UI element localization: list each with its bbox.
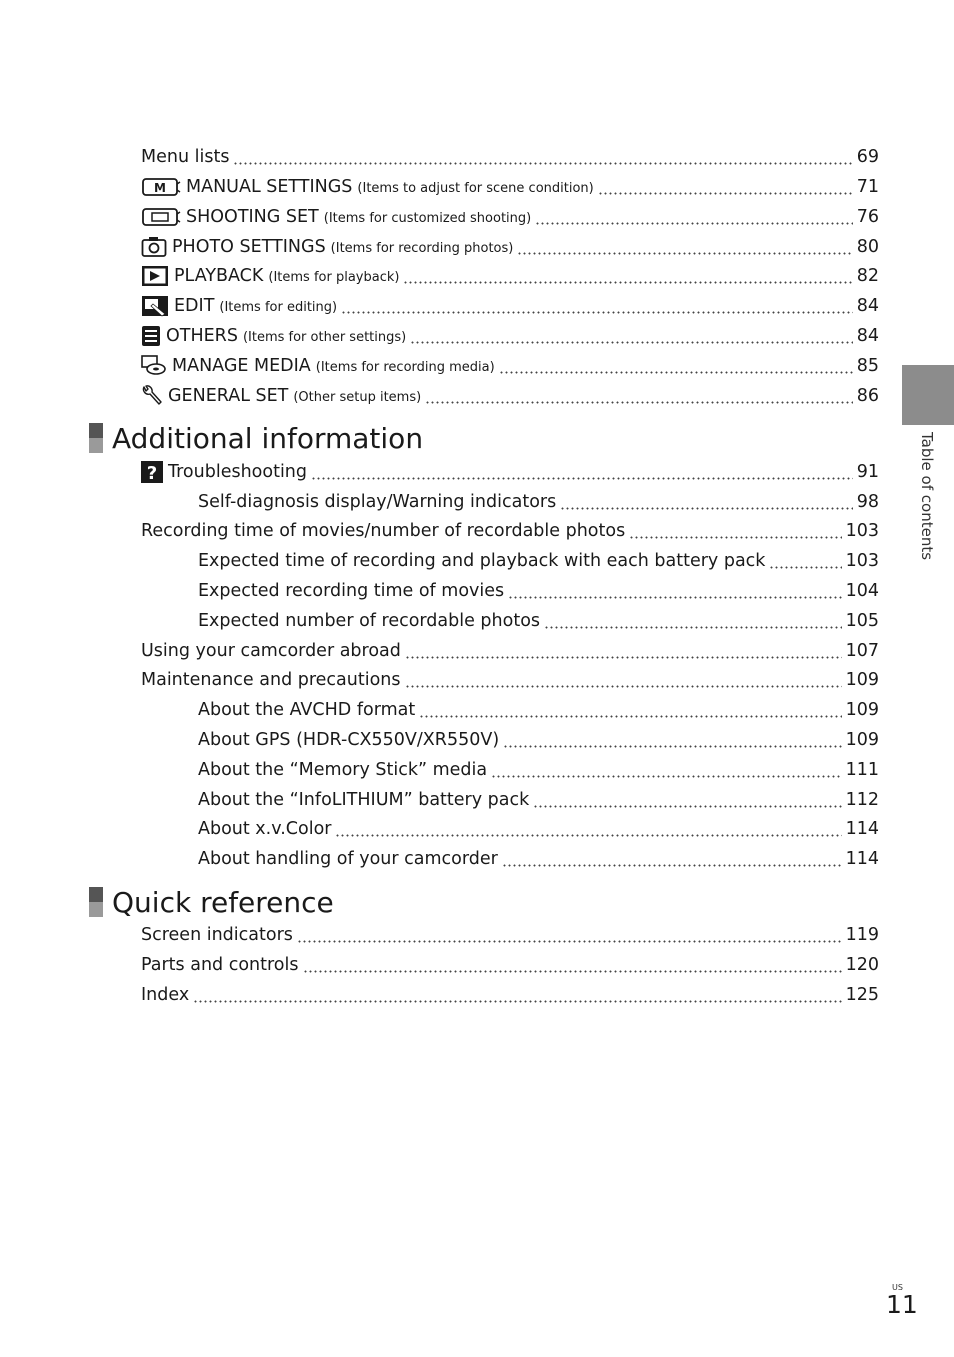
manage-media-icon	[141, 355, 167, 377]
toc-entry-shooting-set[interactable]	[141, 203, 879, 231]
toc-entry-battery-pack-time[interactable]	[198, 547, 879, 575]
toc-entry-note: (Items for recording photos)	[330, 241, 514, 256]
section-marker	[89, 423, 103, 453]
toc-entry-troubleshooting[interactable]	[141, 458, 879, 486]
toc-entry-note: (Items for editing)	[219, 300, 338, 315]
dot-leader	[410, 326, 853, 346]
toc-entry-label: Expected recording time of movies	[198, 581, 505, 601]
toc-entry-abroad[interactable]	[141, 637, 879, 665]
dot-leader	[560, 492, 853, 512]
toc-entry-label: Self-diagnosis display/Warning indicators	[198, 492, 557, 512]
dot-leader	[419, 700, 841, 720]
section-heading-additional-information	[89, 420, 423, 456]
dot-leader	[533, 790, 841, 810]
toc-entry-infolithium[interactable]	[198, 786, 879, 814]
dot-leader	[535, 207, 853, 227]
toc-entry-movie-time[interactable]	[198, 577, 879, 605]
dot-leader	[769, 551, 841, 571]
toc-entry-index[interactable]	[141, 981, 879, 1009]
toc-entry-label: About the “Memory Stick” media	[198, 760, 488, 780]
toc-entry-handling[interactable]	[198, 845, 879, 873]
toc-entry-general-set[interactable]	[141, 382, 879, 410]
toc-page-number: 125	[845, 985, 879, 1005]
toc-entry-label: Expected time of recording and playback with each battery pack	[198, 551, 766, 571]
dot-leader	[335, 819, 841, 839]
toc-entry-edit[interactable]	[141, 292, 879, 320]
dot-leader	[193, 985, 841, 1005]
shooting-set-icon	[141, 206, 181, 228]
toc-page-number: 109	[845, 730, 879, 750]
toc-entry-note: (Items for customized shooting)	[323, 211, 532, 226]
toc-page-number: 98	[856, 492, 879, 512]
dot-leader	[303, 955, 842, 975]
dot-leader	[403, 266, 852, 286]
toc-entry-label: Recording time of movies/number of recordable photos	[141, 521, 626, 541]
dot-leader	[297, 925, 842, 945]
toc-entry-label: Expected number of recordable photos	[198, 611, 541, 631]
dot-leader	[499, 356, 853, 376]
dot-leader	[503, 730, 841, 750]
toc-page-number: 109	[845, 670, 879, 690]
section-title: Quick reference	[112, 885, 334, 919]
svg-text:M: M	[154, 181, 166, 195]
section-heading-quick-reference	[89, 884, 334, 920]
toc-entry-note: (Items for recording media)	[315, 360, 495, 375]
toc-page-number: 82	[856, 266, 879, 286]
camera-icon	[141, 236, 167, 258]
toc-entry-xvcolor[interactable]	[198, 815, 879, 843]
toc-entry-label: PLAYBACK	[174, 266, 264, 286]
dot-leader	[517, 237, 852, 257]
section-title: Additional information	[112, 421, 424, 455]
toc-page-number: 80	[856, 237, 879, 257]
toc-page-number: 120	[845, 955, 879, 975]
toc-entry-recording-time[interactable]	[141, 517, 879, 545]
dot-leader	[491, 760, 841, 780]
toc-entry-self-diagnosis[interactable]	[198, 488, 879, 516]
side-tab-marker	[902, 365, 954, 425]
toc-entry-note: (Items for playback)	[268, 270, 400, 285]
dot-leader	[405, 641, 842, 661]
toc-entry-screen-indicators[interactable]	[141, 921, 879, 949]
toc-entry-label: Screen indicators	[141, 925, 293, 945]
toc-entry-label: Troubleshooting	[168, 462, 308, 482]
svg-text:?: ?	[146, 463, 158, 483]
toc-entry-label: About handling of your camcorder	[198, 849, 498, 869]
toc-entry-manage-media[interactable]	[141, 352, 879, 380]
toc-entry-label: OTHERS	[166, 326, 238, 346]
dot-leader	[508, 581, 841, 601]
toc-entry-note: (Items for other settings)	[242, 330, 407, 345]
toc-page-number: 103	[845, 551, 879, 571]
toc-page-number: 112	[845, 790, 879, 810]
toc-entry-label: Menu lists	[141, 147, 230, 167]
toc-entry-label: GENERAL SET	[168, 386, 289, 406]
toc-entry-avchd[interactable]	[198, 696, 879, 724]
toc-entry-manual-settings[interactable]	[141, 173, 879, 201]
playback-icon	[141, 265, 169, 287]
toc-entry-label: Maintenance and precautions	[141, 670, 401, 690]
toc-entry-label: Using your camcorder abroad	[141, 641, 401, 661]
region-code: US	[892, 1283, 903, 1292]
toc-entry-note: (Other setup items)	[293, 390, 422, 405]
toc-entry-maintenance[interactable]	[141, 666, 879, 694]
toc-page-number: 71	[856, 177, 879, 197]
toc-page-number: 111	[845, 760, 879, 780]
toc-entry-others[interactable]	[141, 322, 879, 350]
dot-leader	[233, 147, 852, 167]
toc-entry-label: SHOOTING SET	[186, 207, 319, 227]
toc-entry-label: MANAGE MEDIA	[172, 356, 311, 376]
toc-entry-menu-lists[interactable]	[141, 143, 879, 171]
toc-page-number: 109	[845, 700, 879, 720]
toc-page-number: 76	[856, 207, 879, 227]
others-icon	[141, 325, 161, 347]
toc-entry-parts-controls[interactable]	[141, 951, 879, 979]
section-marker	[89, 887, 103, 917]
manual-settings-icon	[141, 176, 181, 198]
page-number: 11	[886, 1290, 918, 1319]
dot-leader	[405, 670, 842, 690]
dot-leader	[502, 849, 842, 869]
question-icon	[141, 461, 163, 483]
wrench-icon	[141, 385, 163, 407]
toc-entry-memory-stick[interactable]	[198, 756, 879, 784]
dot-leader	[629, 521, 841, 541]
toc-entry-playback[interactable]	[141, 262, 879, 290]
toc-entry-label: About the AVCHD format	[198, 700, 416, 720]
dot-leader	[425, 386, 853, 406]
edit-icon	[141, 295, 169, 317]
toc-entry-photo-count[interactable]	[198, 607, 879, 635]
toc-entry-label: About GPS (HDR-CX550V/XR550V)	[198, 730, 500, 750]
toc-entry-label: PHOTO SETTINGS	[172, 237, 326, 257]
toc-entry-note: (Items to adjust for scene condition)	[357, 181, 594, 196]
toc-entry-label: About the “InfoLITHIUM” battery pack	[198, 790, 530, 810]
toc-page-number: 85	[856, 356, 879, 376]
toc-page-number: 107	[845, 641, 879, 661]
toc-page-number: 103	[845, 521, 879, 541]
toc-page-number: 105	[845, 611, 879, 631]
toc-entry-gps[interactable]	[198, 726, 879, 754]
toc-page-number: 86	[856, 386, 879, 406]
toc-entry-label: Index	[141, 985, 190, 1005]
side-tab-label: Table of contents	[918, 432, 936, 561]
toc-entry-photo-settings[interactable]	[141, 233, 879, 261]
toc-page-number: 114	[845, 849, 879, 869]
dot-leader	[598, 177, 853, 197]
toc-entry-label: EDIT	[174, 296, 215, 316]
toc-entry-label: Parts and controls	[141, 955, 299, 975]
toc-page-number: 84	[856, 296, 879, 316]
toc-entry-label: MANUAL SETTINGS	[186, 177, 353, 197]
toc-page-number: 114	[845, 819, 879, 839]
toc-page-number: 69	[856, 147, 879, 167]
toc-page-number: 104	[845, 581, 879, 601]
dot-leader	[341, 296, 853, 316]
toc-page-number: 119	[845, 925, 879, 945]
dot-leader	[544, 611, 842, 631]
toc-page-number: 84	[856, 326, 879, 346]
dot-leader	[311, 462, 853, 482]
toc-entry-label: About x.v.Color	[198, 819, 332, 839]
toc-page-number: 91	[856, 462, 879, 482]
page-footer	[886, 1283, 926, 1318]
